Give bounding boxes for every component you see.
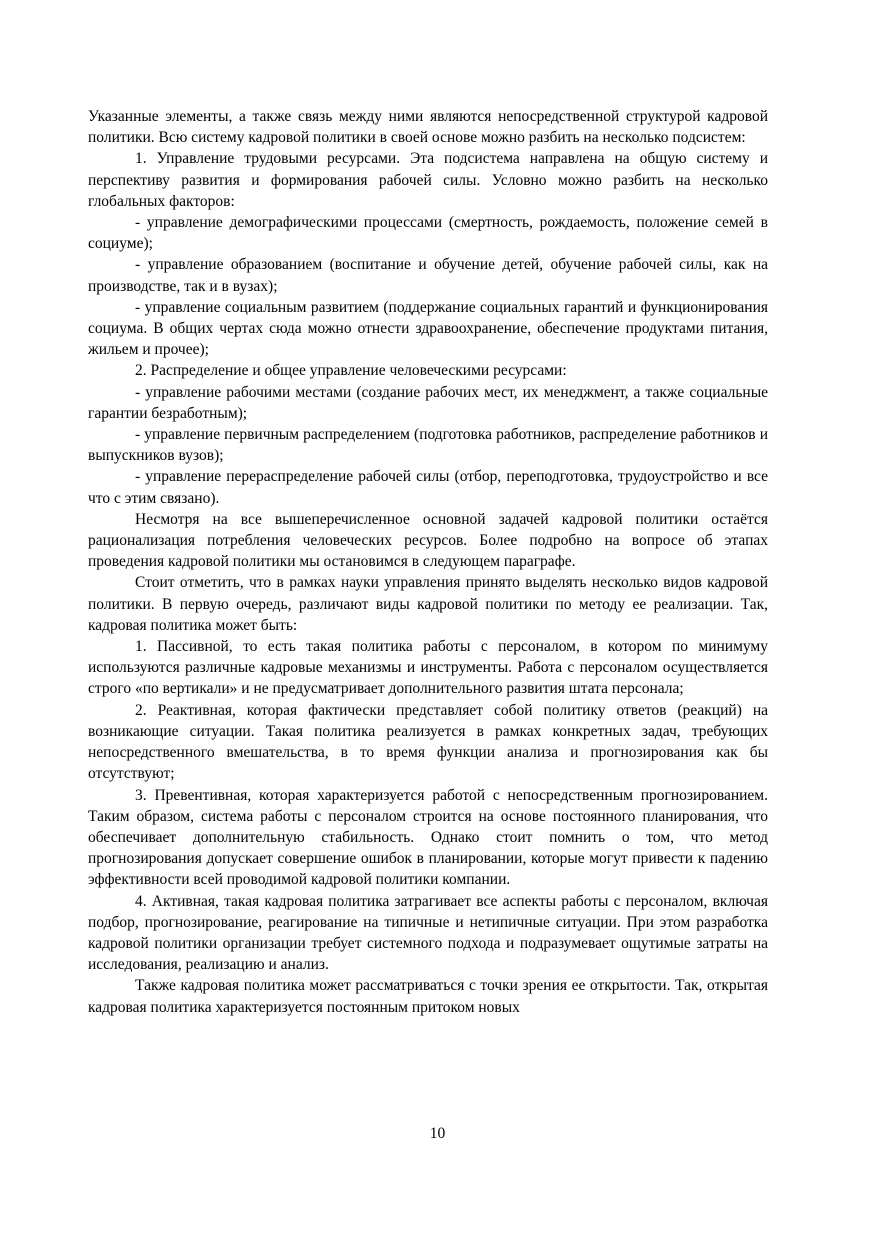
paragraph-preventive: 3. Превентивная, которая характеризуется работой с непосредственным прогнозированием. Таким образом, система работы с персоналом строится на основе постоянного планирования, что обеспечивает дополнительную стабильность. Однако стоит помнить о том, что метод прогнозирования допускает совершение ошибок в планировании, которые могут привести к падению эффективности всей проводимой кадровой политики компании. [88,786,768,889]
paragraph-item-social: - управление социальным развитием (поддержание социальных гарантий и функционирования социума. В общих чертах сюда можно отнести здравоохранение, обеспечение продуктами питания, жильем и прочее); [88,298,768,359]
paragraph-subsystem-1: 1. Управление трудовыми ресурсами. Эта подсистема направлена на общую систему и перспективу развития и формирования рабочей силы. Условно можно разбить на несколько глобальных факторов: [88,150,768,210]
paragraph-item-education: - управление образованием (воспитание и обучение детей, обучение рабочей силы, как на производстве, так и в вузах); [88,256,768,295]
paragraph-intro: Указанные элементы, а также связь между ними являются непосредственной структурой кадровой политики. Всю систему кадровой политики в своей основе можно разбить на несколько подсистем: [88,108,768,147]
paragraph-subsystem-2: 2. Распределение и общее управление человеческими ресурсами: [135,362,567,380]
document-body [88,106,768,1018]
paragraph-policy-types: Стоит отметить, что в рамках науки управления принято выделять несколько видов кадровой политики. В первую очередь, различают виды кадровой политики по методу ее реализации. Так, кадровая политика может быть: [88,574,768,634]
paragraph-openness: Также кадровая политика может рассматриваться с точки зрения ее открытости. Так, открытая кадровая политика характеризуется постоянным притоком новых [88,977,768,1016]
paragraph-item-redistribution: - управление перераспределение рабочей силы (отбор, переподготовка, трудоустройство и все что с этим связано). [88,468,768,507]
paragraph-item-workplaces: - управление рабочими местами (создание рабочих мест, их менеджмент, а также социальные гарантии безработным); [88,383,768,422]
paragraph-reactive: 2. Реактивная, которая фактически представляет собой политику ответов (реакций) на возникающие ситуации. Такая политика реализуется в рамках конкретных задач, требующих непосредственного вмешательства, в то время функции анализа и прогнозирования как бы отсутствуют; [88,701,768,783]
page-number: 10 [429,1125,446,1142]
paragraph-main-task: Несмотря на все вышеперечисленное основной задачей кадровой политики остаётся рационализация потребления человеческих ресурсов. Более подробно на вопросе об этапах проведения кадровой политики мы остановимся в следующем параграфе. [88,510,768,571]
paragraph-passive: 1. Пассивной, то есть такая политика работы с персоналом, в котором по минимуму используются различные кадровые механизмы и инструменты. Работа с персоналом осуществляется строго «по вертикали» и не предусматривает дополнительного развития штата персонала; [88,638,768,698]
paragraph-item-demography: - управление демографическими процессами (смертность, рождаемость, положение семей в социуме); [88,214,768,253]
paragraph-item-primary-distribution: - управление первичным распределением (подготовка работников, распределение работников и выпускников вузов); [88,426,768,465]
paragraph-active: 4. Активная, такая кадровая политика затрагивает все аспекты работы с персоналом, включая подбор, прогнозирование, реагирование на типичные и нетипичные ситуации. При этом разработка кадровой политики организации требует системного подхода и подразумевает ощутимые затраты на исследования, реализацию и анализ. [88,892,768,974]
